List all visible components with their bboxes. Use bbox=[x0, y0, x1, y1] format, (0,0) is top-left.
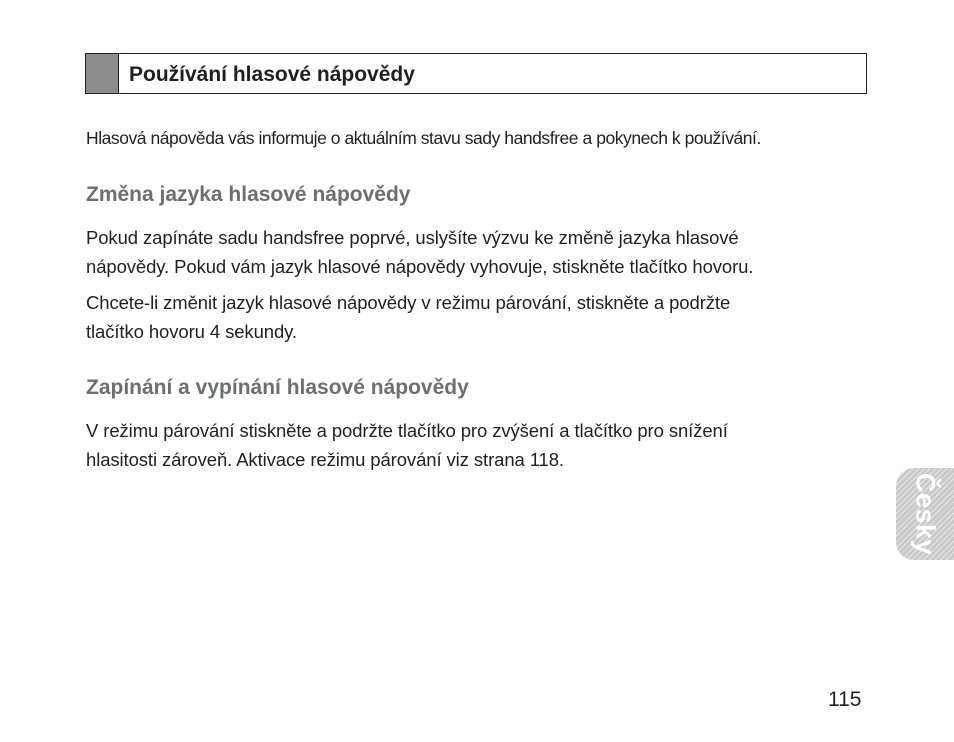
paragraph-toggle bbox=[86, 416, 886, 474]
title-swatch bbox=[86, 54, 119, 93]
section-title: Používání hlasové nápovědy bbox=[129, 63, 415, 86]
paragraph-line: V režimu párování stiskněte a podržte tlačítko pro zvýšení a tlačítko pro snížení bbox=[86, 420, 728, 441]
paragraph-language-change bbox=[86, 288, 886, 346]
page-number: 115 bbox=[828, 688, 862, 711]
subsection-heading-language: Změna jazyka hlasové nápovědy bbox=[86, 183, 411, 206]
section-title-box bbox=[85, 53, 867, 94]
language-tab-label: Česky bbox=[910, 472, 941, 556]
paragraph-line: hlasitosti zároveň. Aktivace režimu párování viz strana 118. bbox=[86, 449, 564, 470]
paragraph-line: tlačítko hovoru 4 sekundy. bbox=[86, 321, 297, 342]
paragraph-language-first-use bbox=[86, 223, 886, 281]
subsection-heading-toggle: Zapínání a vypínání hlasové nápovědy bbox=[86, 376, 469, 399]
intro-paragraph: Hlasová nápověda vás informuje o aktuálním stavu sady handsfree a pokynech k používání. bbox=[86, 128, 761, 148]
paragraph-line: Pokud zapínáte sadu handsfree poprvé, uslyšíte výzvu ke změně jazyka hlasové bbox=[86, 227, 739, 248]
paragraph-line: Chcete-li změnit jazyk hlasové nápovědy v režimu párování, stiskněte a podržte bbox=[86, 292, 731, 313]
language-side-tab bbox=[896, 468, 954, 560]
paragraph-line: nápovědy. Pokud vám jazyk hlasové nápovědy vyhovuje, stiskněte tlačítko hovoru. bbox=[86, 256, 754, 277]
